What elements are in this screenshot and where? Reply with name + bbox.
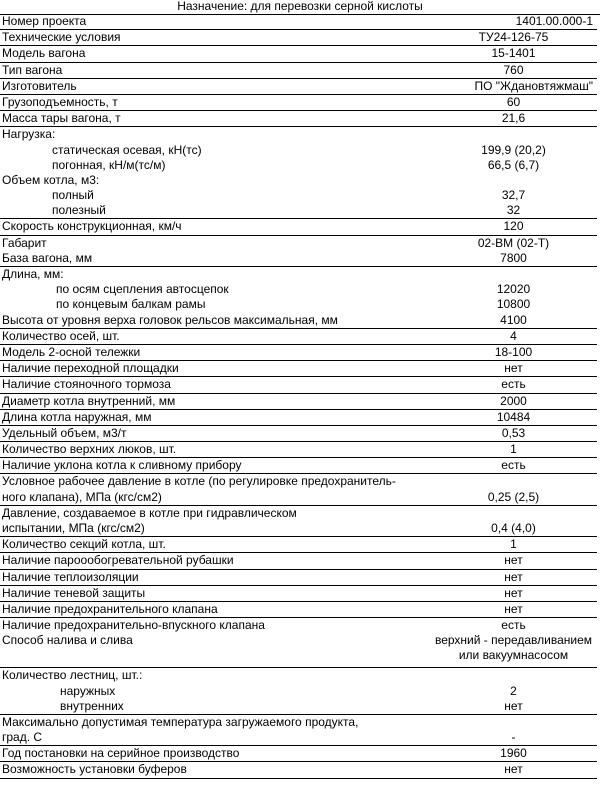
row-label: Количество лестниц, шт.: xyxy=(2,668,143,683)
table-row xyxy=(0,251,597,267)
row-value: 12020 xyxy=(496,282,531,297)
row-value: 10800 xyxy=(496,297,531,312)
row-value: 0,25 (2,5) xyxy=(430,490,597,506)
table-row xyxy=(0,30,597,46)
table-row xyxy=(0,173,597,188)
row-label: полезный xyxy=(0,203,430,219)
table-row xyxy=(0,328,597,344)
row-value: 2000 xyxy=(430,393,597,409)
row-label: Скорость конструкционная, км/ч xyxy=(0,219,430,235)
row-label: Длина котла наружная, мм xyxy=(0,409,430,425)
row-value: ПО "Ждановтяжмаш" xyxy=(430,78,597,94)
table-row xyxy=(0,361,597,377)
table-row xyxy=(0,377,597,393)
table-row xyxy=(0,111,597,127)
row-label: Номер проекта xyxy=(0,14,430,30)
table-row xyxy=(0,521,597,537)
row-value: 1401.00.000-1 xyxy=(430,14,597,30)
row-label: погонная, кН/м(тс/м) xyxy=(52,157,166,172)
row-value: 0,4 (4,0) xyxy=(430,521,597,537)
table-row xyxy=(0,505,597,521)
row-value: нет xyxy=(430,699,597,715)
row-label: Количество верхних люков, шт. xyxy=(0,442,430,458)
row-value: нет xyxy=(430,585,597,601)
table-row xyxy=(0,730,597,746)
table-row xyxy=(0,62,597,78)
row-label: Нагрузка: xyxy=(2,127,56,142)
row-label: Способ налива и слива xyxy=(0,633,430,668)
row-value: 66,5 (6,7) xyxy=(487,157,540,172)
table-row xyxy=(0,746,597,762)
row-label: Количество секций котла, шт. xyxy=(0,537,430,553)
row-value: 0,53 xyxy=(430,425,597,441)
table-row xyxy=(0,393,597,409)
row-value: нет xyxy=(430,361,597,377)
row-value: нет xyxy=(430,601,597,617)
row-label: внутренних xyxy=(0,699,430,715)
table-row xyxy=(0,762,597,778)
table-row xyxy=(0,313,597,329)
row-label: статическая осевая, кН(тс) xyxy=(52,142,202,157)
row-value: 1 xyxy=(430,442,597,458)
table-row xyxy=(0,94,597,110)
row-value xyxy=(430,668,597,684)
row-label: Модель 2-осной тележки xyxy=(0,344,430,360)
row-value: 7800 xyxy=(430,251,597,267)
table-row xyxy=(0,127,597,143)
row-value: 32 xyxy=(430,203,597,219)
row-value: есть xyxy=(501,618,526,633)
row-value: 199,9 (20,2) xyxy=(481,142,546,157)
row-label: Наличие переходной площадки xyxy=(0,361,430,377)
row-label: Наличие стояночного тормоза xyxy=(0,377,430,393)
row-value: нет xyxy=(430,762,597,778)
row-label: полный xyxy=(52,188,94,203)
row-label: Максимально допустимая температура загружаемого продукта, xyxy=(2,714,359,729)
row-label: град. С xyxy=(0,730,430,746)
row-value: 1960 xyxy=(430,746,597,762)
table-row xyxy=(0,537,597,553)
row-label: База вагона, мм xyxy=(0,251,430,267)
row-label: ного клапана), МПа (кгс/см2) xyxy=(0,490,430,506)
table-row xyxy=(0,158,597,173)
table-row xyxy=(0,458,597,474)
row-label: Грузоподъемность, т xyxy=(0,94,430,110)
table-row xyxy=(0,203,597,219)
table-row xyxy=(0,553,597,569)
table-row xyxy=(0,235,597,251)
row-value: 760 xyxy=(430,62,597,78)
row-value: нет xyxy=(430,553,597,569)
table-row xyxy=(0,297,597,312)
table-row xyxy=(0,684,597,699)
table-row xyxy=(0,219,597,235)
row-value: 60 xyxy=(430,94,597,110)
row-label: Модель вагона xyxy=(0,46,430,62)
table-row xyxy=(0,46,597,62)
row-value: ТУ24-126-75 xyxy=(430,30,597,46)
row-value: 120 xyxy=(430,219,597,235)
table-row xyxy=(0,344,597,360)
row-value: 02-ВМ (02-Т) xyxy=(477,235,550,250)
row-label: Технические условия xyxy=(0,30,430,46)
table-row xyxy=(0,282,597,297)
row-value xyxy=(430,267,597,283)
spec-table xyxy=(0,14,597,779)
row-value: есть xyxy=(430,377,597,393)
row-label: Возможность установки буферов xyxy=(0,762,430,778)
row-label: Наличие уклона котла к сливному прибору xyxy=(0,458,430,474)
row-value: нет xyxy=(430,569,597,585)
row-label: Наличие предохранительного клапана xyxy=(0,601,430,617)
row-label: Наличие теплоизоляции xyxy=(0,569,430,585)
table-row xyxy=(0,699,597,715)
row-value: 18-100 xyxy=(430,344,597,360)
row-label: наружных xyxy=(60,683,116,698)
row-label: Год постановки на серийное производство xyxy=(0,746,430,762)
row-value xyxy=(430,505,597,521)
row-label: Наличие теневой защиты xyxy=(0,585,430,601)
row-value: 4100 xyxy=(430,313,597,329)
row-label: Изготовитель xyxy=(0,78,430,94)
table-row xyxy=(0,714,597,730)
row-value: 32,7 xyxy=(501,188,526,203)
row-value: верхний - передавливанием или вакуумнасосом xyxy=(430,633,597,668)
row-value: 1 xyxy=(430,537,597,553)
table-row xyxy=(0,474,597,490)
row-value: 4 xyxy=(430,328,597,344)
row-label: Диаметр котла внутренний, мм xyxy=(0,393,430,409)
row-label: по осям сцепления автосцепок xyxy=(56,282,229,297)
document-title: Назначение: для перевозки серной кислоты xyxy=(0,0,600,15)
table-row xyxy=(0,425,597,441)
row-value xyxy=(430,474,597,490)
row-label: Высота от уровня верха головок рельсов максимальная, мм xyxy=(0,313,430,329)
table-row xyxy=(0,78,597,94)
table-row xyxy=(0,188,597,203)
row-value: 21,6 xyxy=(430,111,597,127)
row-label: Давление, создаваемое в котле при гидравлическом xyxy=(2,505,297,520)
row-label: Масса тары вагона, т xyxy=(0,111,430,127)
table-row xyxy=(0,409,597,425)
table-row xyxy=(0,569,597,585)
row-label: Габарит xyxy=(2,235,47,250)
table-row xyxy=(0,143,597,158)
row-value: 15-1401 xyxy=(430,46,597,62)
row-label: Количество осей, шт. xyxy=(0,328,430,344)
table-row xyxy=(0,633,597,668)
row-label: Наличие предохранительно-впускного клапана xyxy=(2,618,265,633)
row-label: по концевым балкам рамы xyxy=(56,297,206,312)
table-row xyxy=(0,442,597,458)
row-value: 2 xyxy=(510,683,517,698)
row-label: Длина, мм: xyxy=(2,267,64,281)
table-row xyxy=(0,618,597,634)
row-value xyxy=(430,127,597,143)
row-label: Условное рабочее давление в котле (по регулировке предохранитель- xyxy=(2,474,396,489)
table-row xyxy=(0,585,597,601)
row-value: 10484 xyxy=(430,409,597,425)
row-value: есть xyxy=(430,458,597,474)
table-row xyxy=(0,490,597,506)
table-row xyxy=(0,601,597,617)
row-value xyxy=(430,714,597,730)
table-row xyxy=(0,267,597,283)
row-label: испытании, МПа (кгс/см2) xyxy=(0,521,430,537)
row-value: - xyxy=(430,730,597,746)
table-row xyxy=(0,668,597,684)
row-label: Наличие пароообогревательной рубашки xyxy=(0,553,430,569)
table-row xyxy=(0,14,597,30)
row-label: Объем котла, м3: xyxy=(2,172,100,187)
row-value xyxy=(430,173,597,188)
row-label: Удельный объем, м3/т xyxy=(0,425,430,441)
row-label: Тип вагона xyxy=(0,62,430,78)
